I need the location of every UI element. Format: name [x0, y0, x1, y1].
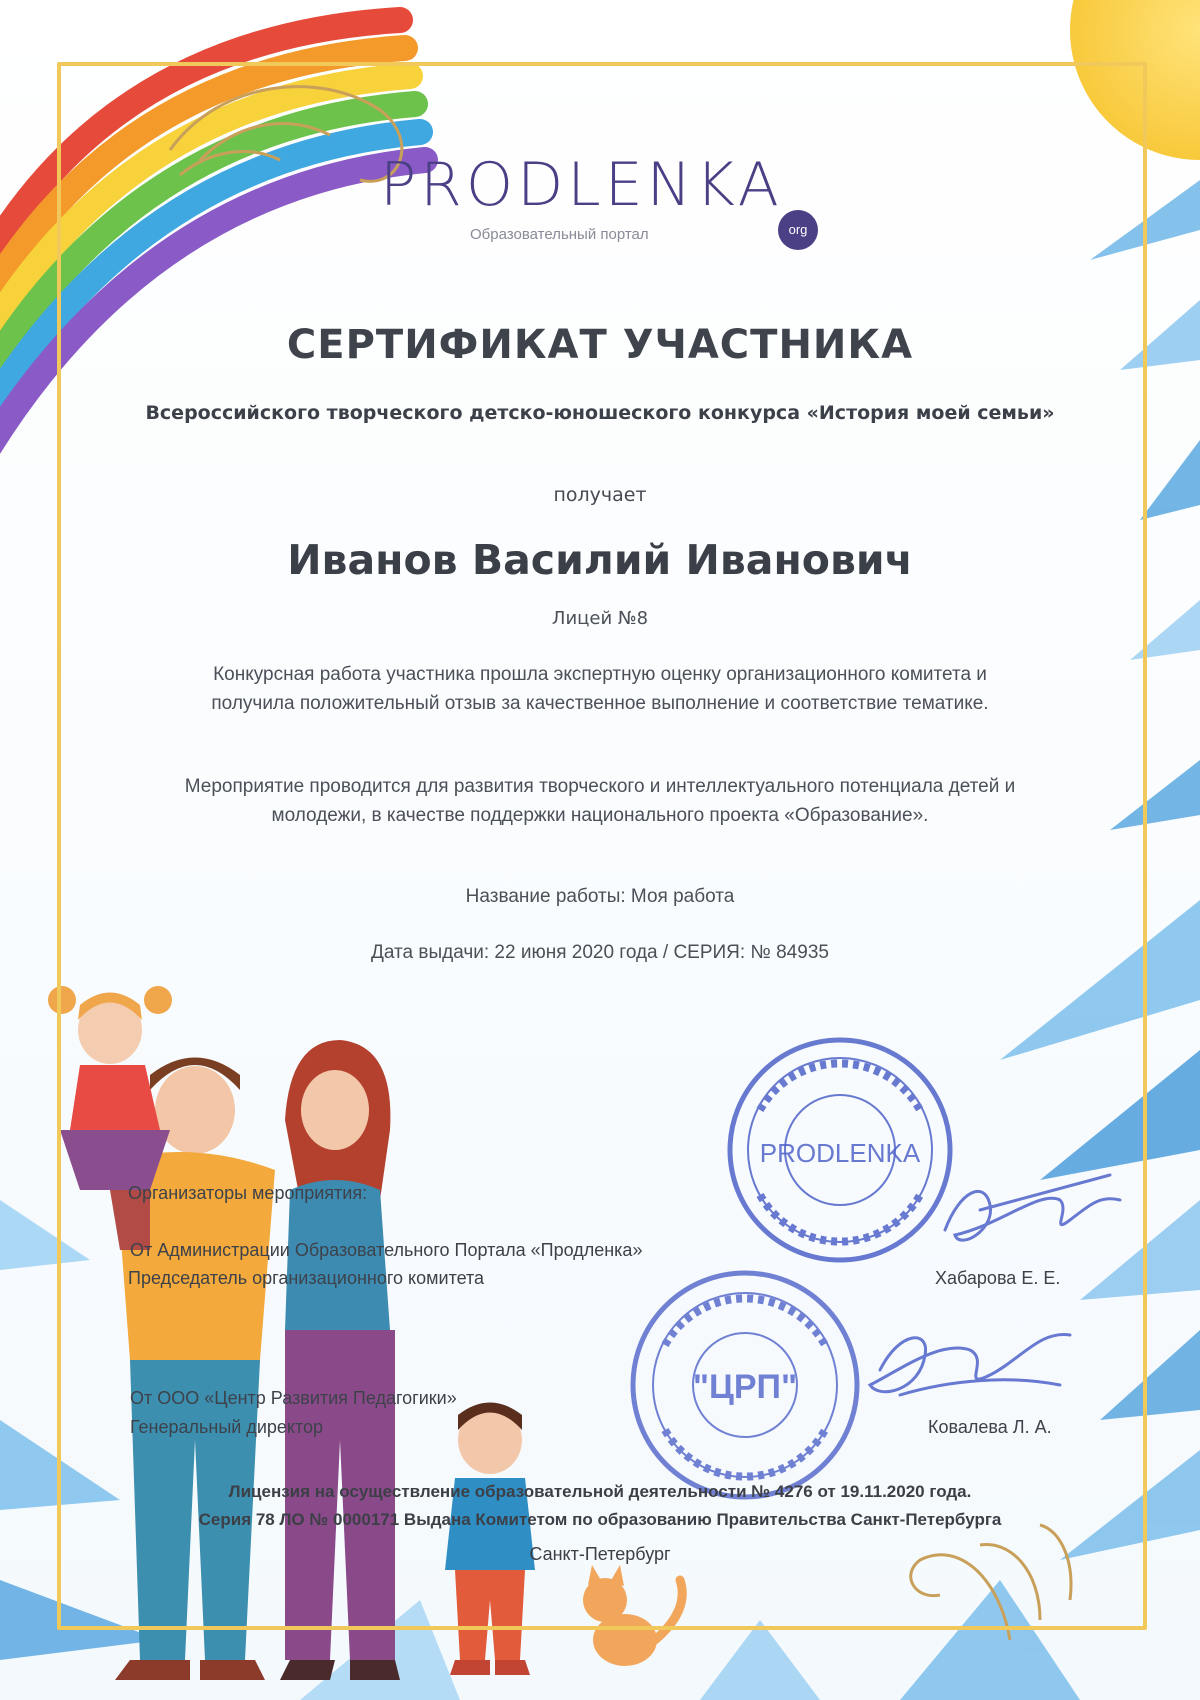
work-title: Название работы: Моя работа [465, 886, 735, 907]
org1-role: Председатель организационного комитета [128, 1268, 485, 1288]
organizers-heading: Организаторы мероприятия: [128, 1183, 368, 1203]
logo-org-badge: org [778, 210, 818, 250]
org1-name: От Администрации Образовательного Портала «Продленка» [130, 1240, 643, 1260]
license-line-1: Лицензия на осуществление образовательной деятельности № 4276 от 19.11.2020 года. [228, 1482, 972, 1501]
issue-info: Дата выдачи: 22 июня 2020 года / СЕРИЯ: № 84935 [371, 942, 829, 963]
license-line-2: Серия 78 ЛО № 0000171 Выдана Комитетом по образованию Правительства Санкт-Петербурга [198, 1510, 1002, 1529]
signature-khabarova [945, 1175, 1120, 1240]
logo-tagline: Образовательный портал [470, 226, 649, 243]
org2-role: Генеральный директор [130, 1417, 324, 1437]
receives-label: получает [553, 484, 647, 506]
recipient-name: Иванов Василий Иванович [287, 536, 913, 584]
stamp1-center-text: PRODLENKA [759, 1138, 921, 1168]
city-name: Санкт-Петербург [529, 1544, 671, 1564]
school-name: Лицей №8 [551, 608, 649, 629]
contest-name: Всероссийского творческого детско-юношеского конкурса «История моей семьи» [145, 402, 1055, 424]
org2-name: От ООО «Центр Развития Педагогики» [130, 1388, 457, 1408]
evaluation-paragraph: Конкурсная работа участника прошла экспертную оценку организационного комитета и получила положительный отзыв за качественное выполнение и соответствие тематике. [211, 664, 989, 714]
logo-wordmark: PRODLENKA [380, 150, 783, 220]
purpose-paragraph: Мероприятие проводится для развития творческого и интеллектуального потенциала детей и молодежи, в качестве поддержки национального проекта «Образование». [184, 776, 1016, 826]
certificate-title: СЕРТИФИКАТ УЧАСТНИКА [286, 322, 914, 368]
signature-kovaleva [870, 1334, 1070, 1395]
org2-signer: Ковалева Л. А. [928, 1417, 1052, 1437]
org1-signer: Хабарова Е. Е. [935, 1268, 1061, 1288]
stamp2-center-text: "ЦРП" [692, 1368, 798, 1406]
